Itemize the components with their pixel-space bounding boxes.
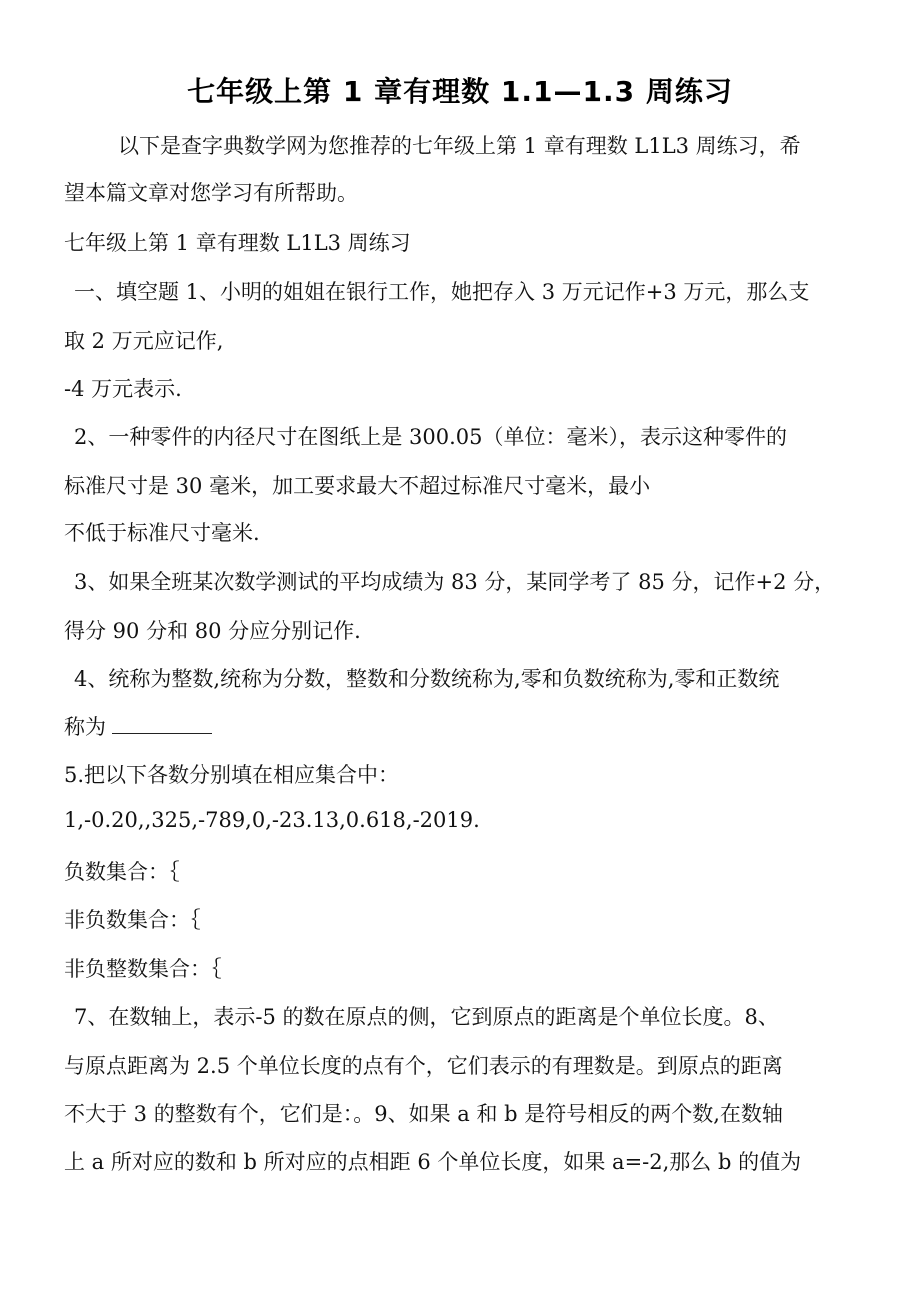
question-5-numbers: 1,-0.20,,325,-789,0,-23.13,0.618,-2019.: [64, 808, 480, 832]
question-9-line-2: 上 a 所对应的数和 b 所对应的点相距 6 个单位长度，如果 a=-2,那么 b 的值为: [64, 1150, 802, 1174]
question-8-line-2: 不大于 3 的整数有个，它们是：。9、如果 a 和 b 是符号相反的两个数,在数轴: [64, 1102, 783, 1126]
question-2-line-1: 2、一种零件的内径尺寸在图纸上是 300.05（单位：毫米），表示这种零件的: [74, 425, 788, 449]
question-1-line-1: 一、填空题 1、小明的姐姐在银行工作，她把存入 3 万元记作+3 万元，那么支: [74, 280, 810, 304]
intro-line-2: 望本篇文章对您学习有所帮助。: [64, 181, 358, 205]
question-8-line-1: 与原点距离为 2.5 个单位长度的点有个，它们表示的有理数是。到原点的距离: [64, 1054, 783, 1078]
question-4-line-2-text: 称为: [64, 715, 106, 739]
non-negative-set-line: 非负数集合：｛: [64, 908, 201, 932]
section-heading: 七年级上第 1 章有理数 L1L3 周练习: [64, 231, 411, 255]
question-4-line-2: [64, 711, 212, 741]
question-2-line-2: 标准尺寸是 30 毫米，加工要求最大不超过标准尺寸毫米，最小: [64, 474, 651, 498]
intro-line-1: 以下是查字典数学网为您推荐的七年级上第 1 章有理数 L1L3 周练习，希: [118, 134, 801, 158]
question-4-line-1: 4、统称为整数,统称为分数，整数和分数统称为,零和负数统称为,零和正数统: [74, 667, 780, 691]
question-1-line-2: 取 2 万元应记作,: [64, 329, 224, 353]
answer-blank: [112, 715, 212, 734]
question-3-line-1: 3、如果全班某次数学测试的平均成绩为 83 分，某同学考了 85 分，记作+2 分，: [74, 570, 836, 594]
question-3-line-2: 得分 90 分和 80 分应分别记作.: [64, 619, 361, 643]
document-title: 七年级上第 1 章有理数 1.1—1.3 周练习: [187, 75, 733, 108]
question-7-line-1: 7、在数轴上，表示-5 的数在原点的侧，它到原点的距离是个单位长度。8、: [74, 1005, 779, 1029]
question-5-prompt: 5.把以下各数分别填在相应集合中：: [64, 763, 400, 787]
non-negative-integer-set-line: 非负整数集合：｛: [64, 957, 222, 981]
negative-set-line: 负数集合：｛: [64, 860, 180, 884]
question-2-line-3: 不低于标准尺寸毫米.: [64, 521, 260, 545]
question-1-line-3: -4 万元表示.: [64, 377, 182, 401]
